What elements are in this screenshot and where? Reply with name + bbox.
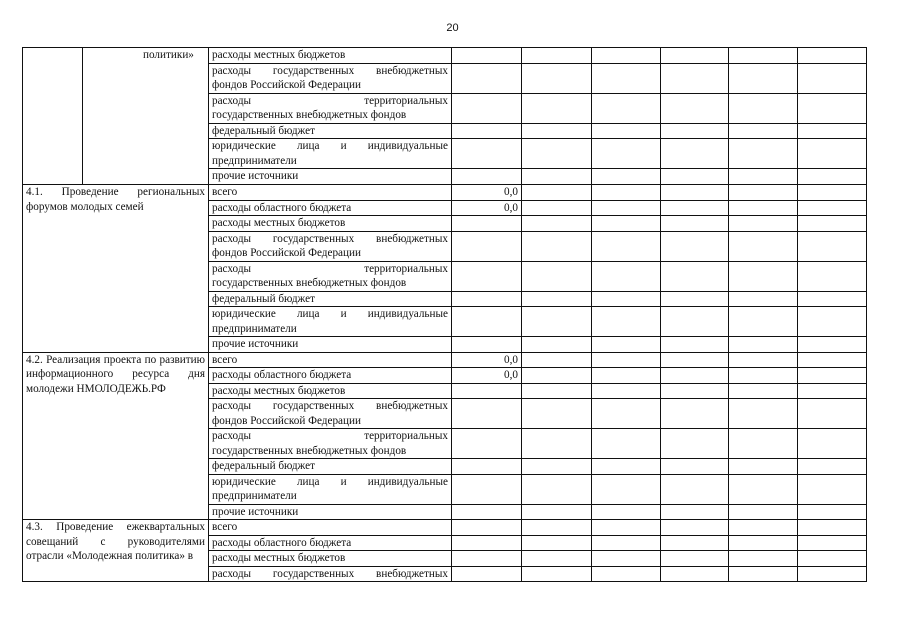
- value-cell: [661, 185, 729, 201]
- source-label: прочие источники: [209, 337, 452, 353]
- value-cell: [592, 185, 661, 201]
- source-label: расходы государственных внебюджетных фондов Российской Федерации: [209, 399, 452, 429]
- value-cell: [522, 291, 592, 307]
- budget-table-continued: [22, 184, 867, 582]
- value-cell: [592, 93, 661, 123]
- value-cell: [798, 291, 867, 307]
- value-cell: [452, 429, 522, 459]
- value-cell: [661, 63, 729, 93]
- value-cell: [661, 169, 729, 185]
- value-cell: [729, 48, 798, 64]
- value-cell: [592, 169, 661, 185]
- value-cell: [452, 216, 522, 232]
- value-cell: [661, 352, 729, 368]
- value-cell: [452, 551, 522, 567]
- value-cell: [661, 535, 729, 551]
- value-cell: [452, 48, 522, 64]
- source-label-line: расходы территориальных: [212, 262, 448, 275]
- source-label: расходы государственных внебюджетных фондов Российской Федерации: [209, 231, 452, 261]
- value-cell: [729, 185, 798, 201]
- source-label: расходы местных бюджетов: [209, 551, 452, 567]
- value-cell: [522, 231, 592, 261]
- value-cell: [452, 169, 522, 185]
- value-cell: [798, 459, 867, 475]
- value-cell: [522, 307, 592, 337]
- value-cell: [592, 261, 661, 291]
- source-label: расходы государственных внебюджетных фондов Российской Федерации: [209, 63, 452, 93]
- value-cell: [798, 504, 867, 520]
- value-cell: [592, 63, 661, 93]
- value-cell: [729, 566, 798, 582]
- value-cell: [522, 551, 592, 567]
- value-cell: [661, 504, 729, 520]
- table-row: [23, 352, 867, 368]
- source-label-line: расходы территориальных: [212, 94, 448, 107]
- value-cell: [798, 535, 867, 551]
- source-label: расходы государственных внебюджетных: [209, 566, 452, 582]
- value-cell: [452, 535, 522, 551]
- value-cell: [798, 474, 867, 504]
- value-cell: [522, 399, 592, 429]
- value-cell: [452, 139, 522, 169]
- value-cell: [452, 291, 522, 307]
- source-label: федеральный бюджет: [209, 123, 452, 139]
- value-cell: [522, 429, 592, 459]
- value-cell: [452, 63, 522, 93]
- value-cell: [729, 551, 798, 567]
- value-cell: 0,0: [452, 352, 522, 368]
- value-cell: [729, 337, 798, 353]
- value-cell: [798, 123, 867, 139]
- value-cell: [661, 566, 729, 582]
- source-label-cell: [209, 139, 452, 169]
- value-cell: [522, 261, 592, 291]
- value-cell: [798, 261, 867, 291]
- value-cell: [661, 123, 729, 139]
- value-cell: [798, 169, 867, 185]
- program-name-cell: [23, 352, 209, 520]
- value-cell: [729, 291, 798, 307]
- value-cell: [798, 429, 867, 459]
- value-cell: [661, 474, 729, 504]
- value-cell: [522, 139, 592, 169]
- source-label: расходы местных бюджетов: [209, 383, 452, 399]
- value-cell: [522, 566, 592, 582]
- value-cell: [798, 551, 867, 567]
- source-label-line: юридические лица и индивидуальные: [212, 308, 448, 320]
- value-cell: [661, 551, 729, 567]
- value-cell: [522, 474, 592, 504]
- source-label-cell: [209, 261, 452, 291]
- value-cell: [592, 231, 661, 261]
- program-name-cell: [83, 48, 209, 185]
- value-cell: [452, 231, 522, 261]
- source-label-cell: [209, 93, 452, 123]
- value-cell: [522, 459, 592, 475]
- source-label: всего: [209, 185, 452, 201]
- value-cell: [592, 139, 661, 169]
- source-label: расходы областного бюджета: [209, 200, 452, 216]
- source-label: всего: [209, 520, 452, 536]
- value-cell: [452, 474, 522, 504]
- value-cell: [729, 368, 798, 384]
- value-cell: [452, 459, 522, 475]
- value-cell: [729, 63, 798, 93]
- value-cell: [592, 459, 661, 475]
- value-cell: [592, 474, 661, 504]
- value-cell: [452, 93, 522, 123]
- value-cell: [661, 520, 729, 536]
- source-label-line: государственных внебюджетных фондов: [212, 109, 407, 121]
- value-cell: [522, 48, 592, 64]
- source-label: расходы областного бюджета: [209, 535, 452, 551]
- program-indent-cell: [23, 48, 83, 185]
- source-label-cell: [209, 474, 452, 504]
- value-cell: [798, 520, 867, 536]
- value-cell: [452, 504, 522, 520]
- source-label-line: предприниматели: [212, 490, 297, 502]
- value-cell: [592, 566, 661, 582]
- value-cell: [661, 93, 729, 123]
- value-cell: [798, 352, 867, 368]
- value-cell: [522, 93, 592, 123]
- value-cell: [452, 123, 522, 139]
- value-cell: [522, 63, 592, 93]
- table-row: [23, 48, 867, 64]
- value-cell: [798, 368, 867, 384]
- value-cell: [522, 504, 592, 520]
- table-row: [23, 185, 867, 201]
- program-name: 4.3. Проведение ежеквартальных совещаний с руководителями отрасли «Молодежная политика» в: [26, 521, 205, 562]
- value-cell: [522, 123, 592, 139]
- value-cell: [592, 535, 661, 551]
- budget-table: [22, 47, 867, 185]
- value-cell: [522, 520, 592, 536]
- value-cell: [729, 459, 798, 475]
- source-label: федеральный бюджет: [209, 291, 452, 307]
- value-cell: [661, 399, 729, 429]
- value-cell: [592, 429, 661, 459]
- value-cell: [522, 216, 592, 232]
- value-cell: [452, 399, 522, 429]
- value-cell: [592, 520, 661, 536]
- value-cell: [661, 307, 729, 337]
- value-cell: [798, 399, 867, 429]
- value-cell: [452, 307, 522, 337]
- source-label-line: предприниматели: [212, 154, 297, 167]
- value-cell: [729, 231, 798, 261]
- source-label-line: юридические лица и индивидуальные: [212, 475, 448, 488]
- value-cell: [592, 551, 661, 567]
- value-cell: [798, 63, 867, 93]
- value-cell: [592, 504, 661, 520]
- value-cell: [522, 337, 592, 353]
- source-label: всего: [209, 352, 452, 368]
- value-cell: [798, 337, 867, 353]
- value-cell: [798, 185, 867, 201]
- value-cell: [592, 48, 661, 64]
- value-cell: [798, 383, 867, 399]
- source-label: расходы местных бюджетов: [209, 216, 452, 232]
- value-cell: [798, 307, 867, 337]
- value-cell: [522, 383, 592, 399]
- value-cell: [729, 504, 798, 520]
- value-cell: 0,0: [452, 200, 522, 216]
- source-label-line: предприниматели: [212, 322, 297, 335]
- value-cell: [729, 352, 798, 368]
- value-cell: [661, 368, 729, 384]
- value-cell: [798, 200, 867, 216]
- value-cell: [729, 520, 798, 536]
- value-cell: [729, 429, 798, 459]
- value-cell: [592, 337, 661, 353]
- value-cell: [661, 216, 729, 232]
- value-cell: [661, 383, 729, 399]
- source-label-line: государственных внебюджетных фондов: [212, 444, 407, 457]
- program-name: политики»: [143, 49, 194, 61]
- value-cell: [522, 352, 592, 368]
- value-cell: [592, 123, 661, 139]
- value-cell: [661, 231, 729, 261]
- source-label-line: юридические лица и индивидуальные: [212, 140, 448, 152]
- value-cell: [798, 566, 867, 582]
- value-cell: [661, 291, 729, 307]
- value-cell: [729, 169, 798, 185]
- value-cell: [592, 399, 661, 429]
- page-number: 20: [446, 22, 459, 34]
- value-cell: [798, 93, 867, 123]
- value-cell: [729, 93, 798, 123]
- source-label: прочие источники: [209, 504, 452, 520]
- value-cell: [522, 368, 592, 384]
- value-cell: [729, 474, 798, 504]
- value-cell: [522, 535, 592, 551]
- source-label-cell: [209, 429, 452, 459]
- value-cell: [729, 383, 798, 399]
- value-cell: [592, 216, 661, 232]
- value-cell: [661, 429, 729, 459]
- value-cell: [452, 261, 522, 291]
- value-cell: [661, 48, 729, 64]
- value-cell: [522, 200, 592, 216]
- value-cell: [452, 337, 522, 353]
- program-name: 4.2. Реализация проекта по развитию информационного ресурса дня молодежи НМОЛОДЕЖЬ.РФ: [26, 353, 205, 395]
- value-cell: [729, 399, 798, 429]
- value-cell: 0,0: [452, 368, 522, 384]
- value-cell: [798, 231, 867, 261]
- value-cell: [661, 139, 729, 169]
- table-row: [23, 520, 867, 536]
- source-label-cell: [209, 307, 452, 337]
- value-cell: [729, 535, 798, 551]
- value-cell: [592, 307, 661, 337]
- value-cell: [592, 352, 661, 368]
- source-label: расходы местных бюджетов: [209, 48, 452, 64]
- value-cell: [798, 216, 867, 232]
- value-cell: [592, 291, 661, 307]
- program-name-cell: [23, 520, 209, 582]
- value-cell: 0,0: [452, 185, 522, 201]
- value-cell: [452, 383, 522, 399]
- value-cell: [452, 566, 522, 582]
- source-label: расходы областного бюджета: [209, 368, 452, 384]
- value-cell: [729, 307, 798, 337]
- source-label: прочие источники: [209, 169, 452, 185]
- value-cell: [522, 169, 592, 185]
- source-label-line: государственных внебюджетных фондов: [212, 277, 407, 289]
- value-cell: [729, 123, 798, 139]
- program-name-cell: [23, 185, 209, 353]
- value-cell: [592, 383, 661, 399]
- value-cell: [592, 368, 661, 384]
- value-cell: [729, 261, 798, 291]
- value-cell: [729, 200, 798, 216]
- value-cell: [661, 337, 729, 353]
- program-name: 4.1. Проведение региональных форумов молодых семей: [26, 186, 205, 213]
- source-label-line: расходы территориальных: [212, 430, 448, 442]
- value-cell: [661, 261, 729, 291]
- value-cell: [452, 520, 522, 536]
- value-cell: [798, 139, 867, 169]
- value-cell: [592, 200, 661, 216]
- value-cell: [661, 459, 729, 475]
- source-label: федеральный бюджет: [209, 459, 452, 475]
- value-cell: [661, 200, 729, 216]
- value-cell: [798, 48, 867, 64]
- value-cell: [729, 139, 798, 169]
- value-cell: [729, 216, 798, 232]
- value-cell: [522, 185, 592, 201]
